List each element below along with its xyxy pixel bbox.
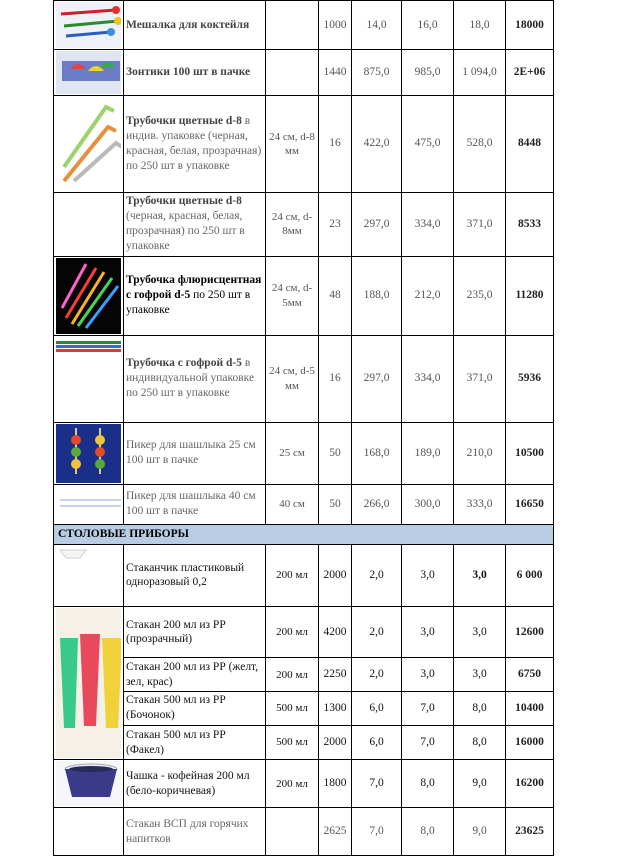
total-value: 16200 <box>506 760 554 808</box>
product-name: Чашка - кофейная 200 мл (бело-коричневая) <box>124 760 266 808</box>
product-image <box>54 256 124 335</box>
product-size: 24 см, d-5 мм <box>266 335 319 422</box>
fluorescent-straws-icon <box>56 258 121 334</box>
product-size: 200 мл <box>266 760 319 808</box>
table-row <box>54 422 554 484</box>
product-qty: 1300 <box>319 692 352 726</box>
product-image <box>54 422 124 484</box>
price-1: 7,0 <box>352 760 402 808</box>
table-row <box>54 192 554 256</box>
price-1: 188,0 <box>352 256 402 335</box>
price-2: 334,0 <box>402 335 454 422</box>
product-qty: 48 <box>319 256 352 335</box>
product-image <box>54 49 124 95</box>
product-image <box>54 95 124 192</box>
product-image <box>54 607 124 760</box>
total-value: 8533 <box>506 192 554 256</box>
price-2: 7,0 <box>402 692 454 726</box>
price-2: 3,0 <box>402 544 454 607</box>
total-value: 2E+06 <box>506 49 554 95</box>
table-row <box>54 607 554 658</box>
total-value: 6750 <box>506 658 554 692</box>
product-qty: 1800 <box>319 760 352 808</box>
product-size <box>266 1 319 50</box>
product-image <box>54 808 124 856</box>
table-row <box>54 808 554 856</box>
product-qty: 4200 <box>319 607 352 658</box>
total-value: 6 000 <box>506 544 554 607</box>
skewer-icon <box>56 424 121 483</box>
product-name: Стакан 200 мл из РР (желт, зел, крас) <box>124 658 266 692</box>
product-image <box>54 335 124 422</box>
product-name: Стаканчик пластиковый одноразовый 0,2 <box>124 544 266 607</box>
table-row <box>54 725 554 760</box>
product-name: Стакан 500 мл из РР (Факел) <box>124 725 266 760</box>
table-row <box>54 760 554 808</box>
total-value: 18000 <box>506 1 554 50</box>
price-1: 6,0 <box>352 692 402 726</box>
table-row <box>54 95 554 192</box>
price-2: 16,0 <box>402 1 454 50</box>
price-3: 371,0 <box>454 335 506 422</box>
product-qty: 50 <box>319 484 352 524</box>
total-value: 10500 <box>506 422 554 484</box>
price-3: 3,0 <box>454 658 506 692</box>
table-row <box>54 658 554 692</box>
price-3: 9,0 <box>454 808 506 856</box>
product-name: Пикер для шашлыка 25 см 100 шт в пачке <box>124 422 266 484</box>
product-name: Трубочка с гофрой d-5 в индивидуальной упаковке по 250 шт в упаковке <box>124 335 266 422</box>
product-name: Пикер для шашлыка 40 см 100 шт в пачке <box>124 484 266 524</box>
table-row <box>54 256 554 335</box>
total-value: 8448 <box>506 95 554 192</box>
product-name: Стакан 500 мл из РР (Бочонок) <box>124 692 266 726</box>
product-image <box>54 760 124 808</box>
price-1: 297,0 <box>352 192 402 256</box>
cocktail-stirrer-icon <box>56 2 121 48</box>
price-3: 235,0 <box>454 256 506 335</box>
product-qty: 1000 <box>319 1 352 50</box>
price-3: 9,0 <box>454 760 506 808</box>
price-2: 212,0 <box>402 256 454 335</box>
price-1: 875,0 <box>352 49 402 95</box>
product-size: 24 см, d-8мм <box>266 192 319 256</box>
colored-cups-icon <box>56 608 121 758</box>
product-name: Стакан 200 мл из РР (прозрачный) <box>124 607 266 658</box>
product-image <box>54 544 124 607</box>
table-row <box>54 335 554 422</box>
product-size: 500 мл <box>266 692 319 726</box>
price-3: 333,0 <box>454 484 506 524</box>
product-size: 200 мл <box>266 658 319 692</box>
price-3: 3,0 <box>454 544 506 607</box>
total-value: 10400 <box>506 692 554 726</box>
total-value: 16650 <box>506 484 554 524</box>
price-3: 1 094,0 <box>454 49 506 95</box>
product-qty: 23 <box>319 192 352 256</box>
coffee-cup-icon <box>56 761 121 806</box>
product-qty: 1440 <box>319 49 352 95</box>
total-value: 16000 <box>506 725 554 760</box>
table-row <box>54 544 554 607</box>
product-name: Мешалка для коктейля <box>124 1 266 50</box>
table-row <box>54 484 554 524</box>
product-image <box>54 484 124 524</box>
price-2: 8,0 <box>402 760 454 808</box>
price-1: 14,0 <box>352 1 402 50</box>
price-2: 300,0 <box>402 484 454 524</box>
product-qty: 2000 <box>319 725 352 760</box>
product-size: 200 мл <box>266 544 319 607</box>
table-row <box>54 692 554 726</box>
product-image <box>54 192 124 256</box>
product-size: 500 мл <box>266 725 319 760</box>
product-qty: 16 <box>319 335 352 422</box>
price-3: 3,0 <box>454 607 506 658</box>
price-2: 3,0 <box>402 607 454 658</box>
product-size: 200 мл <box>266 607 319 658</box>
price-2: 334,0 <box>402 192 454 256</box>
product-name: Зонтики 100 шт в пачке <box>124 49 266 95</box>
product-name: Стакан ВСП для горячих напитков <box>124 808 266 856</box>
product-name: Трубочка флюрисцентная с гофрой d-5 по 250 шт в упаковке <box>124 256 266 335</box>
price-1: 2,0 <box>352 544 402 607</box>
umbrella-pack-icon <box>56 51 121 94</box>
price-2: 8,0 <box>402 808 454 856</box>
plastic-cup-icon <box>56 546 121 606</box>
price-3: 8,0 <box>454 725 506 760</box>
product-qty: 2625 <box>319 808 352 856</box>
total-value: 23625 <box>506 808 554 856</box>
product-qty: 2250 <box>319 658 352 692</box>
total-value: 12600 <box>506 607 554 658</box>
price-3: 210,0 <box>454 422 506 484</box>
price-table <box>53 0 554 856</box>
price-2: 985,0 <box>402 49 454 95</box>
product-size: 40 см <box>266 484 319 524</box>
price-3: 528,0 <box>454 95 506 192</box>
section-header <box>54 524 554 544</box>
price-1: 297,0 <box>352 335 402 422</box>
price-2: 189,0 <box>402 422 454 484</box>
product-size: 24 см, d-5мм <box>266 256 319 335</box>
price-3: 371,0 <box>454 192 506 256</box>
product-name: Трубочки цветные d-8 в индив. упаковке (черная, красная, белая, прозрачная) по 250 шт в упаковке <box>124 95 266 192</box>
price-1: 6,0 <box>352 725 402 760</box>
bendy-straws-icon <box>56 97 121 191</box>
price-1: 2,0 <box>352 607 402 658</box>
price-3: 18,0 <box>454 1 506 50</box>
price-2: 475,0 <box>402 95 454 192</box>
product-size <box>266 808 319 856</box>
total-value: 5936 <box>506 335 554 422</box>
total-value: 11280 <box>506 256 554 335</box>
price-3: 8,0 <box>454 692 506 726</box>
price-2: 3,0 <box>402 658 454 692</box>
corrugated-straws-icon <box>56 337 121 421</box>
price-1: 422,0 <box>352 95 402 192</box>
price-1: 2,0 <box>352 658 402 692</box>
product-qty: 2000 <box>319 544 352 607</box>
table-row <box>54 1 554 50</box>
product-size: 24 см, d-8 мм <box>266 95 319 192</box>
price-1: 168,0 <box>352 422 402 484</box>
product-size <box>266 49 319 95</box>
price-1: 266,0 <box>352 484 402 524</box>
product-qty: 50 <box>319 422 352 484</box>
product-name: Трубочки цветные d-8 (черная, красная, белая, прозрачная) по 250 шт в упаковке <box>124 192 266 256</box>
section-title: СТОЛОВЫЕ ПРИБОРЫ <box>54 524 554 544</box>
product-qty: 16 <box>319 95 352 192</box>
price-1: 7,0 <box>352 808 402 856</box>
table-row <box>54 49 554 95</box>
price-2: 7,0 <box>402 725 454 760</box>
product-size: 25 см <box>266 422 319 484</box>
product-image <box>54 1 124 50</box>
